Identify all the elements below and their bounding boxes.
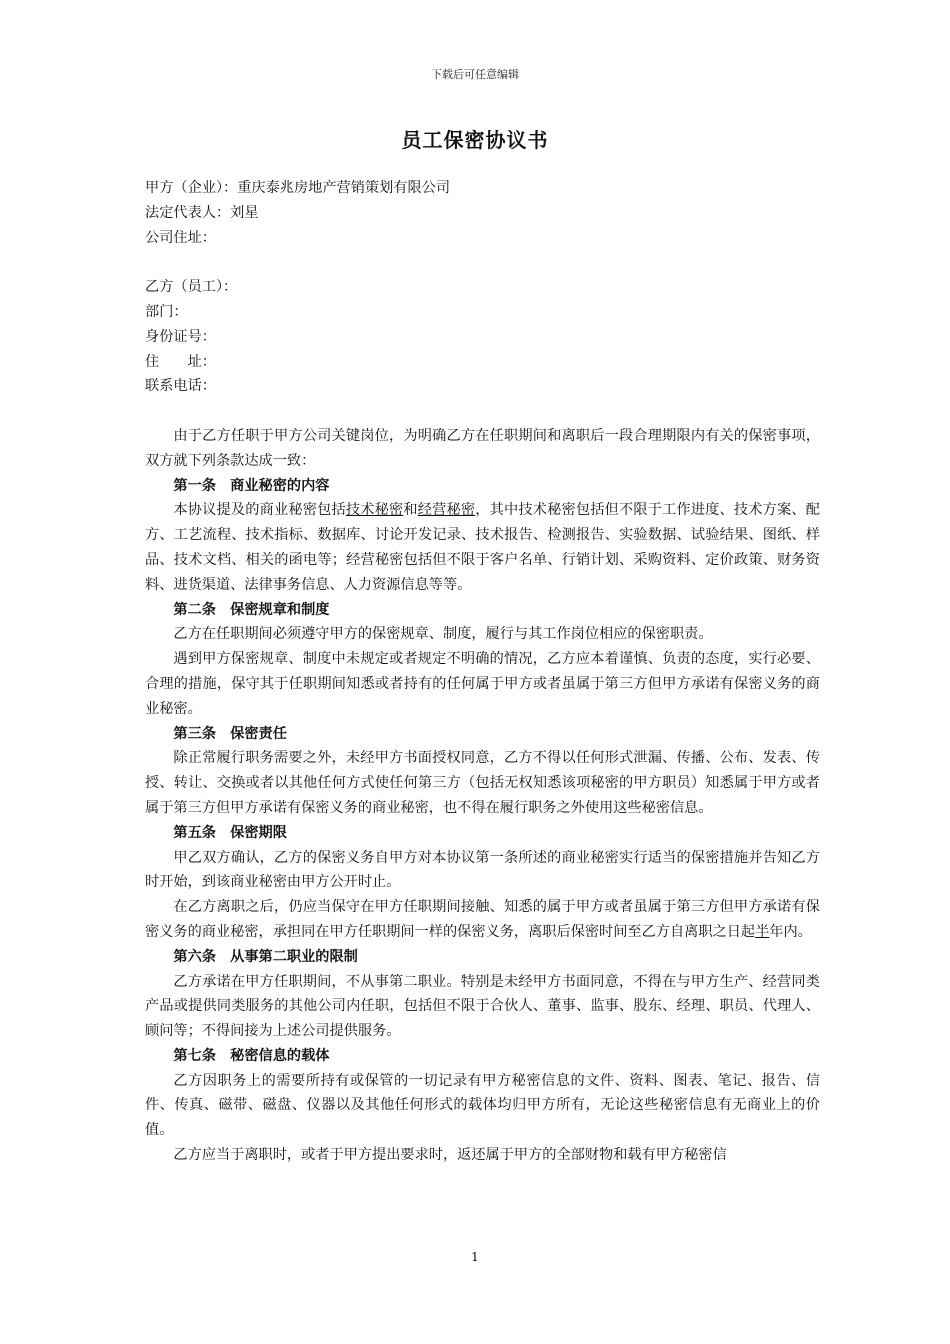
underlined-term-half: 半 bbox=[755, 923, 770, 940]
document-body bbox=[145, 176, 820, 1168]
text-segment: 在乙方离职之后，仍应当保守在甲方任职期间接触、知悉的属于甲方或者虽属于第三方但甲方承诺有保密义务的商业秘密，承担同在甲方任职期间一样的保密义务，离职后保密时间至乙方自离职之日起 bbox=[145, 899, 820, 940]
page-number: 1 bbox=[471, 1250, 479, 1264]
intro-paragraph: 由于乙方任职于甲方公司关键岗位，为明确乙方在任职期间和离职后一段合理期限内有关的保密事项，双方就下列条款达成一致： bbox=[145, 427, 820, 469]
text-segment: 和 bbox=[403, 502, 418, 519]
spacer bbox=[145, 399, 820, 424]
article-1-heading: 第一条 商业秘密的内容 bbox=[173, 477, 330, 494]
party-b-address: 住 址： bbox=[145, 353, 216, 370]
article-6-heading: 第六条 从事第二职业的限制 bbox=[173, 948, 358, 965]
text-segment: ，其中技术秘密包括但不限于工作进度、技术方案、配方、工艺流程、技术指标、数据库、讨论开发记录、技术报告、检测报告、实验数据、试验结果、图纸、样品、技术文档、相关的函电等；经营秘密包括但不限于客户名单、行销计划、采购资料、定价政策、财务资料、进货渠道、法律事务信息、人力资源信息等等。 bbox=[145, 502, 820, 593]
header-note: 下载后可任意编辑 bbox=[431, 68, 519, 81]
party-b-phone: 联系电话： bbox=[145, 378, 216, 395]
article-2-paragraph-1: 乙方在任职期间必须遵守甲方的保密规章、制度，履行与其工作岗位相应的保密职责。 bbox=[173, 626, 713, 643]
text-segment: 年内。 bbox=[769, 923, 812, 940]
spacer bbox=[145, 250, 820, 275]
article-5-paragraph-2 bbox=[145, 895, 820, 945]
text-segment: 本协议提及的商业秘密包括 bbox=[173, 502, 346, 519]
party-b-line: 乙方（员工）： bbox=[145, 279, 238, 296]
article-2-paragraph-2: 遇到甲方保密规章、制度中未规定或者规定不明确的情况，乙方应本着谨慎、负责的态度，实行必要、合理的措施，保守其于任职期间知悉或者持有的任何属于甲方或者虽属于第三方但甲方承诺有保密义务的商业秘密。 bbox=[145, 651, 820, 717]
article-5-heading: 第五条 保密期限 bbox=[173, 824, 287, 841]
article-7-paragraph-2: 乙方应当于离职时，或者于甲方提出要求时，返还属于甲方的全部财物和载有甲方秘密信 bbox=[173, 1147, 727, 1164]
article-7-heading: 第七条 秘密信息的载体 bbox=[173, 1047, 330, 1064]
party-b-id-number: 身份证号： bbox=[145, 328, 216, 345]
party-a-representative: 法定代表人：刘星 bbox=[145, 204, 259, 221]
party-a-line: 甲方（企业）：重庆泰兆房地产营销策划有限公司 bbox=[145, 180, 451, 196]
underlined-term-business-secret: 经营秘密 bbox=[417, 502, 476, 519]
article-1-paragraph bbox=[145, 498, 820, 597]
party-a-address: 公司住址： bbox=[145, 229, 216, 246]
article-3-heading: 第三条 保密责任 bbox=[173, 725, 287, 742]
document-title: 员工保密协议书 bbox=[401, 128, 549, 152]
party-b-department: 部门： bbox=[145, 303, 188, 320]
article-7-paragraph-1: 乙方因职务上的需要所持有或保管的一切记录有甲方秘密信息的文件、资料、图表、笔记、报告、信件、传真、磁带、磁盘、仪器以及其他任何形式的载体均归甲方所有，无论这些秘密信息有无商业上的价值。 bbox=[145, 1072, 820, 1139]
article-5-paragraph-1: 甲乙双方确认，乙方的保密义务自甲方对本协议第一条所述的商业秘密实行适当的保密措施并告知乙方时开始，到该商业秘密由甲方公开时止。 bbox=[145, 849, 820, 891]
article-3-paragraph: 除正常履行职务需要之外，未经甲方书面授权同意，乙方不得以任何形式泄漏、传播、公布、发表、传授、转让、交换或者以其他任何方式使任何第三方（包括无权知悉该项秘密的甲方职员）知悉属于甲方或者属于第三方但甲方承诺有保密义务的商业秘密，也不得在履行职务之外使用这些秘密信息。 bbox=[145, 750, 820, 816]
article-6-paragraph: 乙方承诺在甲方任职期间，不从事第二职业。特别是未经甲方书面同意，不得在与甲方生产、经营同类产品或提供同类服务的其他公司内任职，包括但不限于合伙人、董事、监事、股东、经理、职员、代理人、顾问等；不得间接为上述公司提供服务。 bbox=[145, 973, 820, 1040]
underlined-term-technical-secret: 技术秘密 bbox=[345, 502, 404, 519]
article-2-heading: 第二条 保密规章和制度 bbox=[173, 601, 330, 618]
